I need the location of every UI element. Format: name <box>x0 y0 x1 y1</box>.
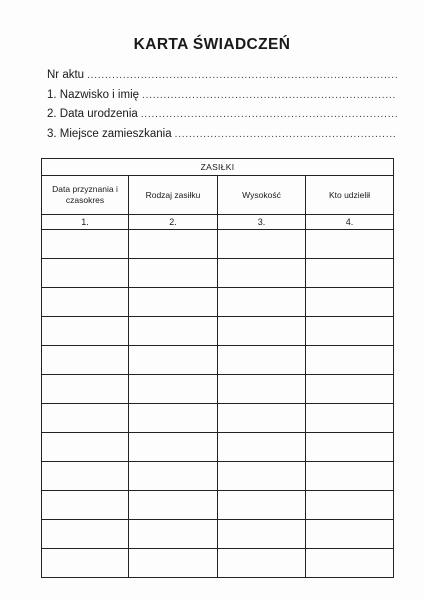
table-cell[interactable] <box>42 462 129 491</box>
residence-field[interactable] <box>47 125 397 145</box>
table-cell[interactable] <box>306 259 394 288</box>
table-row <box>42 404 394 433</box>
table-cell[interactable] <box>42 288 129 317</box>
table-cell[interactable] <box>218 404 306 433</box>
column-number-1: 1. <box>42 215 129 230</box>
table-cell[interactable] <box>218 259 306 288</box>
record-number-label: Nr aktu <box>47 69 85 81</box>
table-cell[interactable] <box>218 491 306 520</box>
table-row <box>42 462 394 491</box>
full-name-field[interactable] <box>47 86 397 106</box>
table-cell[interactable] <box>129 433 218 462</box>
birth-date-label: 2. Data urodzenia <box>47 108 138 121</box>
table-cell[interactable] <box>218 317 306 346</box>
table-column-number-row <box>42 215 394 230</box>
birth-date-field[interactable] <box>47 105 397 125</box>
table-cell[interactable] <box>306 317 394 346</box>
column-header-amount: Wysokość <box>218 176 306 215</box>
table-cell[interactable] <box>306 346 394 375</box>
personal-data-section <box>47 66 397 145</box>
table-row <box>42 230 394 259</box>
table-cell[interactable] <box>129 404 218 433</box>
table-cell[interactable] <box>42 491 129 520</box>
table-cell[interactable] <box>306 375 394 404</box>
table-row <box>42 259 394 288</box>
table-cell[interactable] <box>218 288 306 317</box>
page-title: KARTA ŚWIADCZEŃ <box>133 36 291 53</box>
column-number-3: 3. <box>218 215 306 230</box>
dotted-fill-line <box>141 105 397 125</box>
table-cell[interactable] <box>129 288 218 317</box>
benefits-group-header: ZASIŁKI <box>42 159 394 176</box>
column-header-benefit-type: Rodzaj zasiłku <box>129 176 218 215</box>
table-cell[interactable] <box>129 520 218 549</box>
table-cell[interactable] <box>42 433 129 462</box>
column-header-grant-date: Data przyznania i czasokres <box>42 176 129 215</box>
table-cell[interactable] <box>42 375 129 404</box>
column-number-2: 2. <box>129 215 218 230</box>
table-row <box>42 549 394 578</box>
residence-label: 3. Miejsce zamieszkania <box>47 128 172 141</box>
table-cell[interactable] <box>129 549 218 578</box>
table-group-header-row <box>42 159 394 176</box>
table-cell[interactable] <box>306 433 394 462</box>
table-cell[interactable] <box>42 346 129 375</box>
table-cell[interactable] <box>129 462 218 491</box>
table-row <box>42 491 394 520</box>
dotted-fill-line <box>87 66 397 86</box>
table-column-header-row <box>42 176 394 215</box>
table-cell[interactable] <box>129 491 218 520</box>
record-number-field[interactable] <box>47 66 397 86</box>
table-cell[interactable] <box>129 259 218 288</box>
column-header-granted-by: Kto udzielił <box>306 176 394 215</box>
table-cell[interactable] <box>42 230 129 259</box>
benefits-table <box>41 158 394 578</box>
table-cell[interactable] <box>306 288 394 317</box>
table-row <box>42 346 394 375</box>
table-cell[interactable] <box>129 230 218 259</box>
column-number-4: 4. <box>306 215 394 230</box>
table-cell[interactable] <box>218 462 306 491</box>
table-cell[interactable] <box>218 346 306 375</box>
table-cell[interactable] <box>129 346 218 375</box>
table-cell[interactable] <box>306 230 394 259</box>
table-cell[interactable] <box>129 317 218 346</box>
table-row <box>42 433 394 462</box>
dotted-fill-line <box>142 86 397 106</box>
table-cell[interactable] <box>218 375 306 404</box>
table-cell[interactable] <box>306 549 394 578</box>
table-cell[interactable] <box>42 549 129 578</box>
table-cell[interactable] <box>42 317 129 346</box>
table-cell[interactable] <box>129 375 218 404</box>
table-cell[interactable] <box>306 462 394 491</box>
table-cell[interactable] <box>306 491 394 520</box>
table-cell[interactable] <box>218 549 306 578</box>
table-row <box>42 317 394 346</box>
full-name-label: 1. Nazwisko i imię <box>47 88 140 101</box>
dotted-fill-line <box>175 125 397 145</box>
table-cell[interactable] <box>306 404 394 433</box>
table-cell[interactable] <box>42 259 129 288</box>
table-cell[interactable] <box>218 433 306 462</box>
table-cell[interactable] <box>42 404 129 433</box>
table-cell[interactable] <box>218 520 306 549</box>
table-cell[interactable] <box>306 520 394 549</box>
table-row <box>42 520 394 549</box>
table-cell[interactable] <box>218 230 306 259</box>
table-row <box>42 288 394 317</box>
table-cell[interactable] <box>42 520 129 549</box>
table-row <box>42 375 394 404</box>
